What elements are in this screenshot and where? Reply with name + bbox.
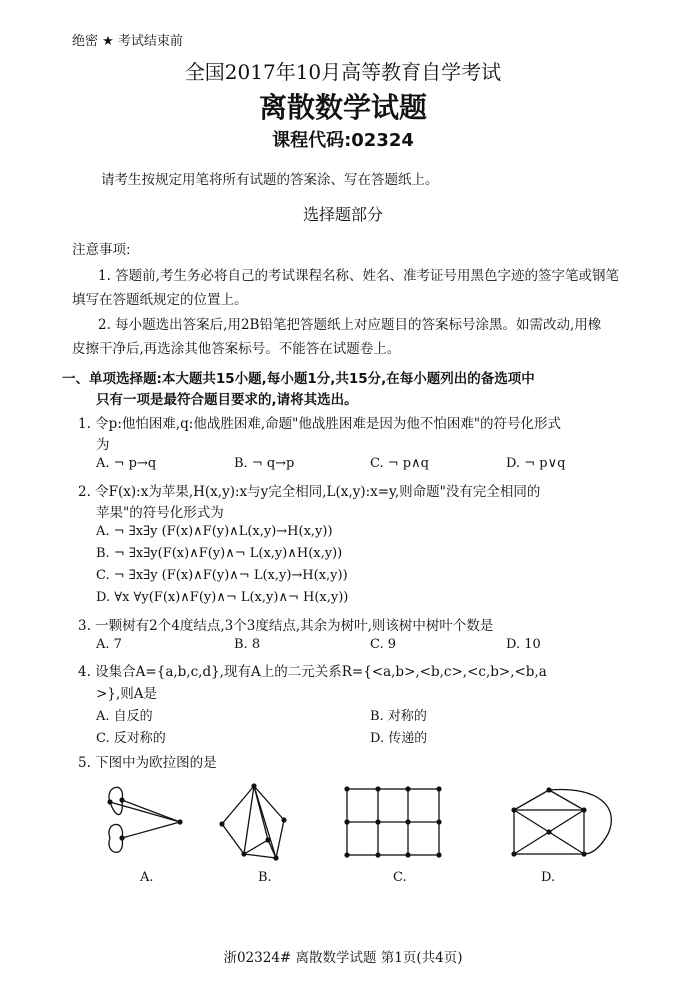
question-1-text-cont: 为 [96, 437, 110, 453]
confidential-label: 绝密 ★ 考试结束前 [72, 34, 183, 49]
figure-label-c: C. [393, 870, 407, 885]
graph-figure-a [96, 778, 196, 868]
graph-figure-c [338, 778, 448, 868]
q4-option-d: D. 传递的 [370, 731, 428, 746]
q1-option-c: C. ¬ p∧q [370, 456, 429, 471]
q2-option-a: A. ¬ ∃x∃y (F(x)∧F(y)∧L(x,y)→H(x,y)) [96, 524, 333, 539]
exam-title: 全国2017年10月高等教育自学考试 [184, 60, 502, 84]
graph-figure-d [500, 778, 620, 868]
note-line: 皮擦干净后,再选涂其他答案标号。不能答在试题卷上。 [72, 341, 401, 357]
q4-option-a: A. 自反的 [96, 709, 153, 724]
q3-option-c: C. 9 [370, 637, 397, 652]
question-4-text-cont: >},则A是 [96, 686, 157, 702]
note-line: 填写在答题纸规定的位置上。 [72, 292, 248, 308]
notes-title: 注意事项: [72, 242, 131, 258]
q3-option-b: B. 8 [234, 637, 261, 652]
part-heading-line1: 一、单项选择题:本大题共15小题,每小题1分,共15分,在每小题列出的备选项中 [62, 371, 535, 387]
paper-title: 离散数学试题 [258, 91, 427, 124]
q2-option-b: B. ¬ ∃x∃y(F(x)∧F(y)∧¬ L(x,y)∧H(x,y)) [96, 546, 343, 561]
figure-label-b: B. [258, 870, 272, 885]
q1-option-b: B. ¬ q→p [234, 456, 295, 471]
question-3-text: 3. 一颗树有2个4度结点,3个3度结点,其余为树叶,则该树中树叶个数是 [78, 618, 494, 634]
question-2-text-cont: 苹果"的符号化形式为 [96, 505, 224, 521]
question-4-text: 4. 设集合A={a,b,c,d},现有A上的二元关系R={<a,b>,<b,c>,<c,b>,<b,a [78, 664, 547, 680]
question-1-text: 1. 令p:他怕困难,q:他战胜困难,命题"他战胜困难是因为他不怕困难"的符号化形式 [78, 416, 562, 432]
q1-option-d: D. ¬ p∨q [506, 456, 566, 471]
q4-option-c: C. 反对称的 [96, 731, 166, 746]
page-footer: 浙02324# 离散数学试题 第1页(共4页) [223, 950, 463, 966]
q2-option-d: D. ∀x ∀y(F(x)∧F(y)∧¬ L(x,y)∧¬ H(x,y)) [96, 590, 349, 605]
part-heading-line2: 只有一项是最符合题目要求的,请将其选出。 [96, 392, 358, 408]
q3-option-d: D. 10 [506, 637, 541, 652]
question-5-text: 5. 下图中为欧拉图的是 [78, 755, 217, 771]
q3-option-a: A. 7 [96, 637, 122, 652]
q2-option-c: C. ¬ ∃x∃y (F(x)∧F(y)∧¬ L(x,y)→H(x,y)) [96, 568, 348, 583]
graph-figure-b [214, 778, 314, 868]
figure-label-a: A. [140, 870, 154, 885]
note-line: 2. 每小题选出答案后,用2B铅笔把答题纸上对应题目的答案标号涂黑。如需改动,用橡 [98, 317, 602, 333]
course-code: 课程代码:02324 [272, 130, 414, 151]
section-title: 选择题部分 [302, 205, 383, 224]
figure-label-d: D. [541, 870, 556, 885]
question-2-text: 2. 令F(x):x为苹果,H(x,y):x与y完全相同,L(x,y):x=y,则命题"没有完全相同的 [78, 484, 541, 500]
q1-option-a: A. ¬ p→q [96, 456, 157, 471]
q4-option-b: B. 对称的 [370, 709, 427, 724]
instruction-text: 请考生按规定用笔将所有试题的答案涂、写在答题纸上。 [101, 172, 439, 188]
note-line: 1. 答题前,考生务必将自己的考试课程名称、姓名、准考证号用黑色字迹的签字笔或钢笔 [98, 268, 619, 284]
